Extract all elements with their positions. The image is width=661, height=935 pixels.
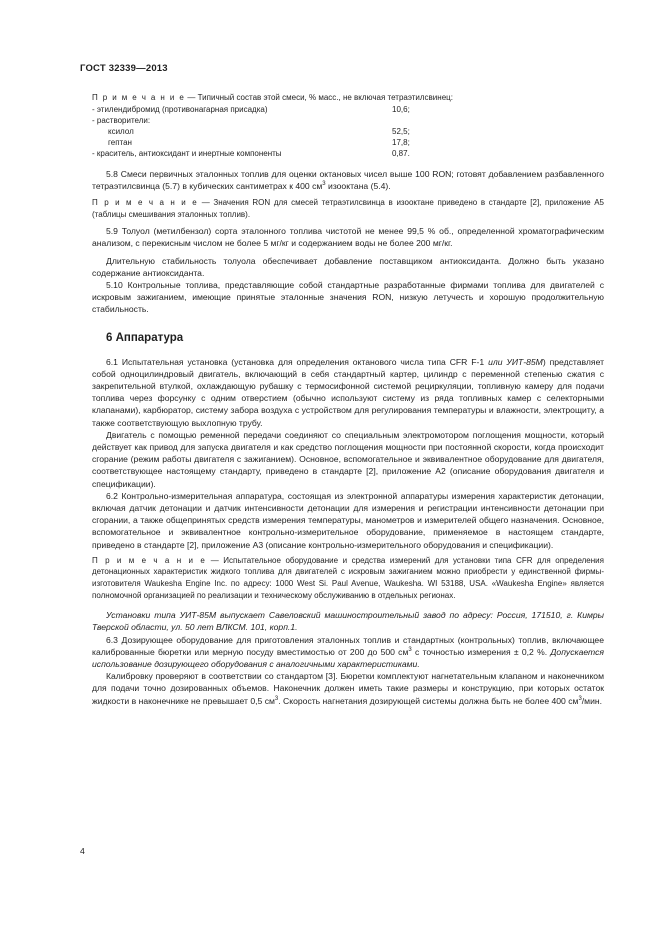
paragraph-uit-85m: Установки типа УИТ-85М выпускает Савеловский машиностроительный завод по адресу: Россия, 171510, г. Кимры Тверской области, ул. 50 лет ВЛКСМ. 101, корп.1. — [92, 610, 604, 633]
component-value — [392, 115, 604, 126]
component-value: 52,5; — [392, 127, 410, 136]
paragraph-5-9: 5.9 Толуол (метилбензол) сорта эталонного топлива чистотой не менее 99,5 % об., определенной хроматографическим анализом, с перекисным числом не более 5 мг/кг и содержанием воды не более 200 мг/кг. — [92, 226, 604, 249]
page-content — [92, 92, 604, 707]
note-label: П р и м е ч а н и е — [92, 93, 186, 102]
component-value: 17,8; — [392, 138, 410, 148]
composition-row — [92, 137, 604, 148]
component-name: - краситель, антиоксидант и инертные компоненты — [92, 149, 282, 159]
composition-row — [92, 148, 604, 159]
composition-list — [92, 104, 604, 160]
paragraph-5-10: 5.10 Контрольные топлива, представляющие собой стандартные разработанные фирмами топлива для двигателей с искровым зажиганием, имеющие принятые эталонные значения RON, низкую летучесть и хорошую продолжительную стабильность. — [92, 280, 604, 315]
component-value: 10,6; — [392, 104, 410, 114]
paragraph-6-1-engine: Двигатель с помощью ременной передачи соединяют со специальным электромотором поглощения мощности, который действует как привод для запуска двигателя и как средство поглощения мощности при постоянной скорости, когда происходит сгорание (режим работы двигателя с зажиганием). Основное, вспомогательное и эквивалентное оборудование для двигателя, соответствующее настоящему стандарту, приведено в стандарте [2], приложение А2 (описание оборудования двигателя и спецификации). — [92, 429, 604, 489]
section-6-heading: 6 Аппаратура — [106, 331, 184, 344]
page-number: 4 — [80, 846, 85, 856]
component-name: ксилол — [108, 127, 134, 136]
note-cfr-equipment: П р и м е ч а н и е — Испытательное оборудование и средства измерений для установки типа CFR для определения детонационных характеристик жидкого топлива для двигателей с искровым зажиганием можно приобрести у единственной фирмы-изготовителя Waukesha Engine Inc. по адресу: 1000 West Si. Paul Avenue, Waukesha. WI 53188, USA. «Waukesha Engine» является полномочной организацией по реализации и техническому обслуживанию в отдельных регионах. — [92, 555, 604, 600]
component-name: гептан — [108, 138, 132, 148]
paragraph-5-9-stability: Длительную стабильность толуола обеспечивает добавление поставщиком антиоксиданта. Должно быть указано содержание антиоксиданта. — [92, 255, 604, 278]
paragraph-6-3-calibration: Калибровку проверяют в соответствии со стандартом [3]. Бюретки комплектуют нагнетательным клапаном и наконечником для подачи точно дозированных объемов. Наконечник должен иметь такие размеры и конструкцию, при которых остаток жидкости в наконечнике не превышает 0,5 $см^3$. Скорость нагнетания дозирующей системы должна быть не более 400 $см^3$/мин. — [92, 671, 604, 706]
composition-row — [92, 104, 604, 115]
composition-row — [92, 115, 604, 126]
note-ron-values: П р и м е ч а н и е — Значения RON для смесей тетраэтилсвинца в изооктане приведено в стандарте [2], приложение А5 (таблицы смешивания эталонных топлив). — [92, 198, 604, 219]
paragraph-6-1: 6.1 Испытательная установка (установка для определения октанового числа типа CFR F-1 или УИТ-85М) представляет собой одноцилиндровый двигатель, включающий в себя стандартный картер, цилиндр с переменной степенью сжатия с закрепительной втулкой, охлаждающую рубашку с термосифонной системой рециркуляции, топливную камеру для подачи топлива через форсунку с одним отверстием (обычно используют систему из ряда топливных камер с селекторными клапанами), карбюратор, систему забора воздуха с устройством для регулирования температуры и влажности, электрощиту, а также соответствующую выхлопную трубу. — [92, 356, 605, 428]
composition-row — [92, 126, 604, 137]
note-composition — [92, 92, 604, 104]
paragraph-6-2: 6.2 Контрольно-измерительная аппаратура, состоящая из электронной аппаратуры измерения характеристик детонации, включая датчик детонации и датчик интенсивности детонации для измерения и регистрации интенсивности детонации при сгорании, а также общепринятых средств измерения температуры, манометров и измерителей общего назначения. Основное, вспомогательное и эквивалентное контрольно-измерительное оборудование, применяемое в настоящем стандарте, приведено в стандарте [2], приложение А3 (описание контрольно-измерительного оборудования и спецификации). — [92, 490, 604, 550]
component-name: - этилендибромид (противонагарная присадка) — [92, 104, 268, 114]
component-value: 0,87. — [392, 149, 410, 159]
paragraph-6-3: 6.3 Дозирующее оборудование для приготовления эталонных топлив и стандартных (контрольных) топлив, включающее калиброванные бюретки или мерную посуду вместимостью от 200 до 500 $см^3$ с точностью измерения ± 0,2 %. Допускается использование дозирующего оборудования с аналогичными характеристиками. — [92, 634, 604, 670]
component-name: - растворители: — [92, 115, 151, 125]
note-text: — Типичный состав этой смеси, % масс., не включая тетраэтилсвинец: — [185, 93, 453, 102]
standard-header: ГОСТ 32339—2013 — [80, 63, 168, 74]
paragraph-5-8: 5.8 Смеси первичных эталонных топлив для оценки октановых чисел выше 100 RON; готовят добавлением разбавленного тетраэтилсвинца (5.7) в кубических сантиметрах к 400 $см^3$ изооктана (5.4). — [92, 168, 604, 191]
